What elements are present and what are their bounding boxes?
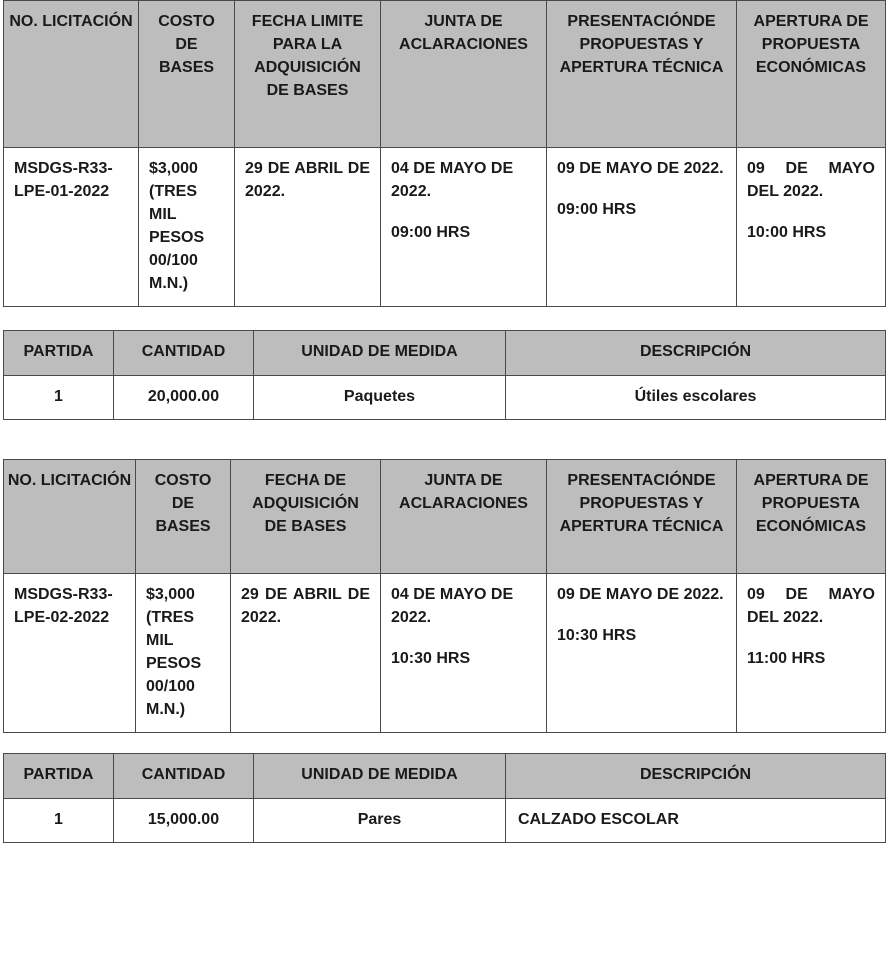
header-junta-aclaraciones: JUNTA DE ACLARACIONES xyxy=(381,460,547,574)
header-descripcion: DESCRIPCIÓN xyxy=(506,754,886,799)
table-row xyxy=(4,574,886,733)
clarification-cell xyxy=(381,574,547,733)
header-no-licitacion: NO. LICITACIÓN xyxy=(4,1,139,148)
clarification-date: 04 DE MAYO DE 2022. xyxy=(391,586,514,626)
header-apertura-economica: APERTURA DE PROPUESTA ECONÓMICAS xyxy=(737,460,886,574)
table-row xyxy=(4,799,886,843)
clarification-date: 04 DE MAYO DE 2022. xyxy=(391,160,514,200)
header-fecha-limite: FECHA LIMITE PARA LA ADQUISICIÓN DE BASES xyxy=(235,1,381,148)
technical-date: 09 DE MAYO DE 2022. xyxy=(557,160,724,177)
technical-time: 10:30 HRS xyxy=(557,627,637,644)
header-descripcion: DESCRIPCIÓN xyxy=(506,331,886,376)
header-costo-bases: COSTO DE BASES xyxy=(136,460,231,574)
economic-cell xyxy=(737,574,886,733)
technical-cell xyxy=(547,148,737,307)
technical-date: 09 DE MAYO DE 2022. xyxy=(557,586,724,603)
header-costo-bases: COSTO DE BASES xyxy=(139,1,235,148)
partida-value: 1 xyxy=(4,799,114,843)
header-unidad-medida: UNIDAD DE MEDIDA xyxy=(254,331,506,376)
header-unidad-medida: UNIDAD DE MEDIDA xyxy=(254,754,506,799)
clarification-time: 09:00 HRS xyxy=(391,224,471,241)
technical-cell xyxy=(547,574,737,733)
header-presentacion-propuestas: PRESENTACIÓNDE PROPUESTAS Y APERTURA TÉCNICA xyxy=(547,1,737,148)
bases-deadline: 29 DE ABRIL DE 2022. xyxy=(231,574,381,733)
partida-value: 1 xyxy=(4,376,114,420)
unidad-value: Pares xyxy=(254,799,506,843)
header-junta-aclaraciones: JUNTA DE ACLARACIONES xyxy=(381,1,547,148)
economic-cell xyxy=(737,148,886,307)
tender-number: MSDGS-R33-LPE-02-2022 xyxy=(4,574,136,733)
header-presentacion-propuestas: PRESENTACIÓNDE PROPUESTAS Y APERTURA TÉCNICA xyxy=(547,460,737,574)
economic-date: 09 DE MAYO DEL 2022. xyxy=(747,586,875,626)
economic-time: 11:00 HRS xyxy=(747,650,826,667)
descripcion-value: CALZADO ESCOLAR xyxy=(506,799,886,843)
table-row xyxy=(4,148,886,307)
economic-date: 09 DE MAYO DEL 2022. xyxy=(747,160,875,200)
clarification-time: 10:30 HRS xyxy=(391,650,471,667)
technical-time: 09:00 HRS xyxy=(557,201,637,218)
cantidad-value: 15,000.00 xyxy=(114,799,254,843)
header-partida: PARTIDA xyxy=(4,331,114,376)
economic-time: 10:00 HRS xyxy=(747,224,827,241)
tender-number: MSDGS-R33-LPE-01-2022 xyxy=(4,148,139,307)
tender-table-1 xyxy=(3,0,886,307)
header-no-licitacion: NO. LICITACIÓN xyxy=(4,460,136,574)
header-cantidad: CANTIDAD xyxy=(114,754,254,799)
bases-deadline: 29 DE ABRIL DE 2022. xyxy=(235,148,381,307)
header-fecha-adquisicion: FECHA DE ADQUISICIÓN DE BASES xyxy=(231,460,381,574)
items-table-2 xyxy=(3,753,886,843)
clarification-cell xyxy=(381,148,547,307)
tender-table-2 xyxy=(3,459,886,733)
descripcion-value: Útiles escolares xyxy=(506,376,886,420)
tender-cost: $3,000 (TRES MIL PESOS 00/100 M.N.) xyxy=(139,148,235,307)
tender-cost: $3,000 (TRES MIL PESOS 00/100 M.N.) xyxy=(136,574,231,733)
cantidad-value: 20,000.00 xyxy=(114,376,254,420)
header-partida: PARTIDA xyxy=(4,754,114,799)
items-table-1 xyxy=(3,330,886,420)
header-apertura-economica: APERTURA DE PROPUESTA ECONÓMICAS xyxy=(737,1,886,148)
table-row xyxy=(4,376,886,420)
unidad-value: Paquetes xyxy=(254,376,506,420)
header-cantidad: CANTIDAD xyxy=(114,331,254,376)
